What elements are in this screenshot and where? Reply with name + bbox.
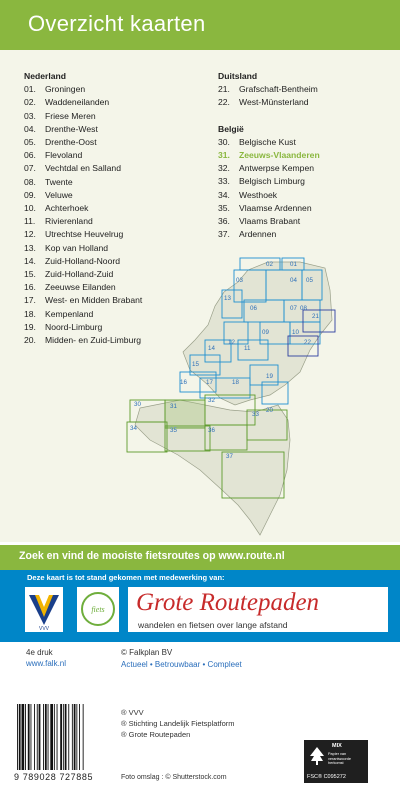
item-name: Kempenland xyxy=(45,308,94,319)
fsc-code: FSC® C095272 xyxy=(307,774,346,780)
map-tile-label: 14 xyxy=(208,345,215,352)
map-tile-label: 05 xyxy=(306,277,313,284)
item-name: Vlaamse Ardennen xyxy=(239,202,312,213)
cover-header xyxy=(0,0,400,50)
item-number: 20. xyxy=(24,335,36,346)
item-number: 30. xyxy=(218,136,230,147)
credit-vvv: ® VVV xyxy=(121,708,144,717)
page-title: Overzicht kaarten xyxy=(28,11,206,36)
map-tile-label: 34 xyxy=(130,425,137,432)
item-name: Waddeneilanden xyxy=(45,97,110,108)
fsc-mix: MIX xyxy=(332,743,342,749)
item-number: 01. xyxy=(24,84,36,95)
nederland-item xyxy=(24,215,142,228)
fietsplatform-logo xyxy=(77,587,119,632)
vvv-label: VVV xyxy=(38,626,50,632)
item-number: 15. xyxy=(24,269,36,280)
item-number: 18. xyxy=(24,308,36,319)
item-name: Drenthe-West xyxy=(45,123,98,134)
isbn-number: 9 789028 727885 xyxy=(14,772,94,782)
duitsland-item xyxy=(218,83,320,96)
belgie-item xyxy=(218,228,320,241)
item-name: Antwerpse Kempen xyxy=(239,163,314,174)
grote-routepaden-subtitle: wandelen en fietsen over lange afstand xyxy=(138,620,288,630)
map-tile-label: 36 xyxy=(208,427,215,434)
credit-fietsplatform: ® Stichting Landelijk Fietsplatform xyxy=(121,719,235,728)
item-name: Flevoland xyxy=(45,150,83,161)
map-tile-label: 33 xyxy=(252,411,259,418)
item-name: Utrechtse Heuvelrug xyxy=(45,229,124,240)
map-tile-label: 37 xyxy=(226,453,233,460)
item-name: Belgisch Limburg xyxy=(239,176,305,187)
partners-bar xyxy=(0,570,400,642)
item-name: Rivierenland xyxy=(45,216,93,227)
item-name: Grafschaft-Bentheim xyxy=(239,84,318,95)
nederland-item xyxy=(24,110,142,123)
item-name: Groningen xyxy=(45,84,86,95)
map-tile-label: 12 xyxy=(228,339,235,346)
item-number: 11. xyxy=(24,216,36,227)
map-tile-label: 04 xyxy=(290,277,297,284)
map-tile-label: 03 xyxy=(236,277,243,284)
item-number: 12. xyxy=(24,229,36,240)
item-name: Twente xyxy=(45,176,73,187)
nederland-item xyxy=(24,149,142,162)
map-tile-label: 21 xyxy=(312,313,319,320)
map-tile-label: 11 xyxy=(244,345,251,352)
item-number: 31. xyxy=(218,150,230,161)
item-number: 32. xyxy=(218,163,230,174)
item-name: Vechtdal en Salland xyxy=(45,163,121,174)
map-tile-label: 35 xyxy=(170,427,177,434)
item-name: Friese Meren xyxy=(45,110,96,121)
item-number: 13. xyxy=(24,242,36,253)
item-name: West- en Midden Brabant xyxy=(45,295,143,306)
item-name: Drenthe-Oost xyxy=(45,137,97,148)
item-name: Veluwe xyxy=(45,189,73,200)
belgie-item xyxy=(218,202,320,215)
tagline: Actueel • Betrouwbaar • Compleet xyxy=(121,660,242,669)
item-number: 09. xyxy=(24,189,36,200)
item-number: 22. xyxy=(218,97,230,108)
item-number: 04. xyxy=(24,123,36,134)
photo-credit: Foto omslag : © Shutterstock.com xyxy=(121,774,227,781)
item-name: Zuid-Holland-Zuid xyxy=(45,269,114,280)
item-number: 17. xyxy=(24,295,36,306)
map-tile-label: 09 xyxy=(262,329,269,336)
edition-label: 4e druk xyxy=(26,648,53,657)
duitsland-heading: Duitsland xyxy=(218,71,258,81)
map-tile-label: 08 xyxy=(300,305,307,312)
item-name: Ardennen xyxy=(239,229,277,240)
copyright-label: © Falkplan BV xyxy=(121,648,173,657)
barcode xyxy=(15,704,111,772)
map-tile-label: 30 xyxy=(134,401,141,408)
nederland-item xyxy=(24,176,142,189)
falk-url: www.falk.nl xyxy=(26,659,67,668)
item-number: 14. xyxy=(24,255,36,266)
map-tile-label: 15 xyxy=(192,361,199,368)
item-name: Westhoek xyxy=(239,189,278,200)
belgie-item xyxy=(218,149,320,162)
map-tile-label: 01 xyxy=(290,261,297,268)
map-tile-label: 31 xyxy=(170,403,177,410)
map-tile-label: 13 xyxy=(224,295,231,302)
grote-routepaden-logo xyxy=(128,587,388,632)
item-number: 33. xyxy=(218,176,230,187)
item-number: 16. xyxy=(24,282,36,293)
credit-grote-routepaden: ® Grote Routepaden xyxy=(121,730,191,739)
item-name: Zeeuwse Eilanden xyxy=(45,282,116,293)
map-tile-label: 10 xyxy=(292,329,299,336)
item-number: 21. xyxy=(218,84,230,95)
map-tile-label: 07 xyxy=(290,305,297,312)
belgie-item xyxy=(218,175,320,188)
item-number: 35. xyxy=(218,202,230,213)
fietsplatform-logo-icon xyxy=(77,587,119,632)
route-banner xyxy=(0,545,400,570)
nederland-item xyxy=(24,189,142,202)
belgie-item xyxy=(218,136,320,149)
fiets-label: fiets xyxy=(91,605,105,614)
item-name: Midden- en Zuid-Limburg xyxy=(45,335,142,346)
nederland-item xyxy=(24,162,142,175)
germany-belgium-list xyxy=(218,70,320,241)
item-number: 10. xyxy=(24,203,36,214)
grote-routepaden-title: Grote Routepaden xyxy=(136,589,320,616)
belgie-item xyxy=(218,189,320,202)
nederland-item xyxy=(24,136,142,149)
map-tile-label: 22 xyxy=(304,339,311,346)
belgie-item xyxy=(218,162,320,175)
nederland-item xyxy=(24,83,142,96)
item-number: 08. xyxy=(24,176,36,187)
map-tile-label: 17 xyxy=(206,379,213,386)
item-name: West-Münsterland xyxy=(239,97,309,108)
vvv-logo-icon xyxy=(25,587,63,632)
item-name: Vlaams Brabant xyxy=(239,216,301,227)
vvv-logo xyxy=(25,587,63,632)
route-banner-text: Zoek en vind de mooiste fietsroutes op www.route.nl xyxy=(19,550,285,562)
belgie-heading: België xyxy=(218,123,244,134)
overview-map xyxy=(0,250,400,545)
map-tile-label: 16 xyxy=(180,379,187,386)
nederland-item xyxy=(24,96,142,109)
item-number: 36. xyxy=(218,216,230,227)
item-name: Zuid-Holland-Noord xyxy=(45,255,120,266)
item-name: Zeeuws-Vlaanderen xyxy=(239,150,320,161)
belgium-outline xyxy=(135,400,290,535)
fsc-text: Papier van verantwoorde herkomst xyxy=(328,752,352,765)
fsc-label xyxy=(304,740,368,783)
map-tile-label: 19 xyxy=(266,373,273,380)
item-number: 06. xyxy=(24,150,36,161)
item-name: Achterhoek xyxy=(45,203,89,214)
nederland-item xyxy=(24,228,142,241)
map-tile-label: 20 xyxy=(266,407,273,414)
item-number: 03. xyxy=(24,110,36,121)
duitsland-item xyxy=(218,96,320,109)
item-name: Kop van Holland xyxy=(45,242,109,253)
map-tile-label: 18 xyxy=(232,379,239,386)
item-name: Noord-Limburg xyxy=(45,321,103,332)
item-name: Belgische Kust xyxy=(239,136,296,147)
belgie-item xyxy=(218,215,320,228)
item-number: 07. xyxy=(24,163,36,174)
nederland-heading: Nederland xyxy=(24,71,67,81)
item-number: 05. xyxy=(24,137,36,148)
fsc-tree-icon xyxy=(308,746,326,766)
map-tile-label: 02 xyxy=(266,261,273,268)
item-number: 02. xyxy=(24,97,36,108)
map-tile-label: 32 xyxy=(208,397,215,404)
map-tile-label: 06 xyxy=(250,305,257,312)
nederland-item xyxy=(24,202,142,215)
item-number: 34. xyxy=(218,189,230,200)
partners-intro: Deze kaart is tot stand gekomen met medewerking van: xyxy=(27,573,225,582)
item-number: 37. xyxy=(218,229,230,240)
nederland-item xyxy=(24,123,142,136)
item-number: 19. xyxy=(24,321,36,332)
